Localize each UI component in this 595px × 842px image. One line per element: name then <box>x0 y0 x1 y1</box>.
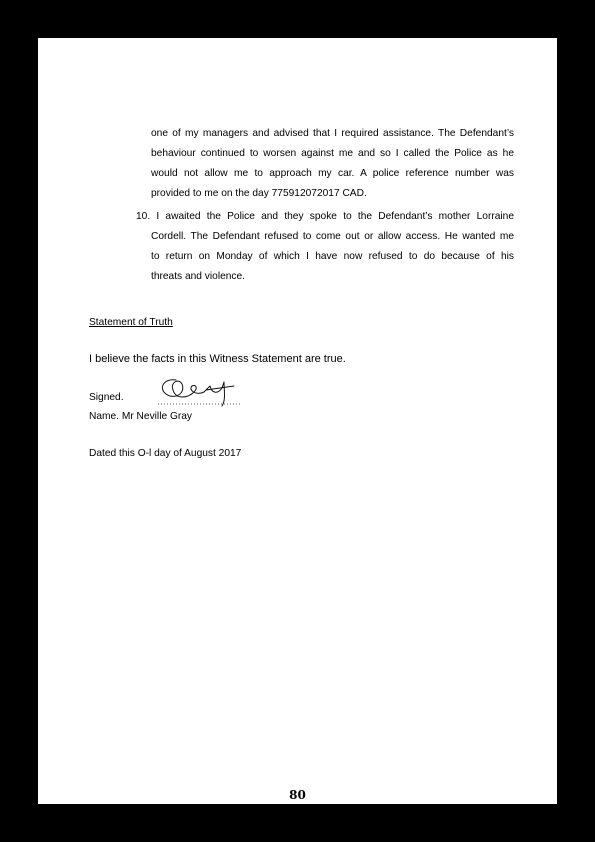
paragraph-line: behaviour continued to worsen against me and so I called the Police as he <box>151 148 514 159</box>
signed-label: Signed. <box>89 392 124 403</box>
paragraph-line: would not allow me to approach my car. A police reference number was <box>151 168 514 179</box>
paragraph-line: 10. I awaited the Police and they spoke to the Defendant’s mother Lorraine <box>136 211 514 222</box>
page-number: 80 <box>289 788 306 802</box>
document-page <box>38 38 557 804</box>
statement-paragraph-continued <box>151 124 514 204</box>
belief-statement: I believe the facts in this Witness Statement are true. <box>89 353 346 365</box>
paragraph-line: threats and violence. <box>151 271 246 282</box>
paragraph-line: Cordell. The Defendant refused to come out or allow access. He wanted me <box>151 231 514 242</box>
paragraph-line: to return on Monday of which I have now refused to do because of his <box>151 251 514 262</box>
paragraph-line: one of my managers and advised that I required assistance. The Defendant’s <box>151 128 514 139</box>
handwritten-signature <box>146 374 246 410</box>
statement-of-truth-heading: Statement of Truth <box>89 317 173 328</box>
date-line: Dated this O-l day of August 2017 <box>89 448 242 459</box>
statement-paragraph-10 <box>136 207 514 287</box>
paragraph-line: provided to me on the day 775912072017 CAD. <box>151 188 367 199</box>
signatory-name: Name. Mr Neville Gray <box>89 411 193 422</box>
